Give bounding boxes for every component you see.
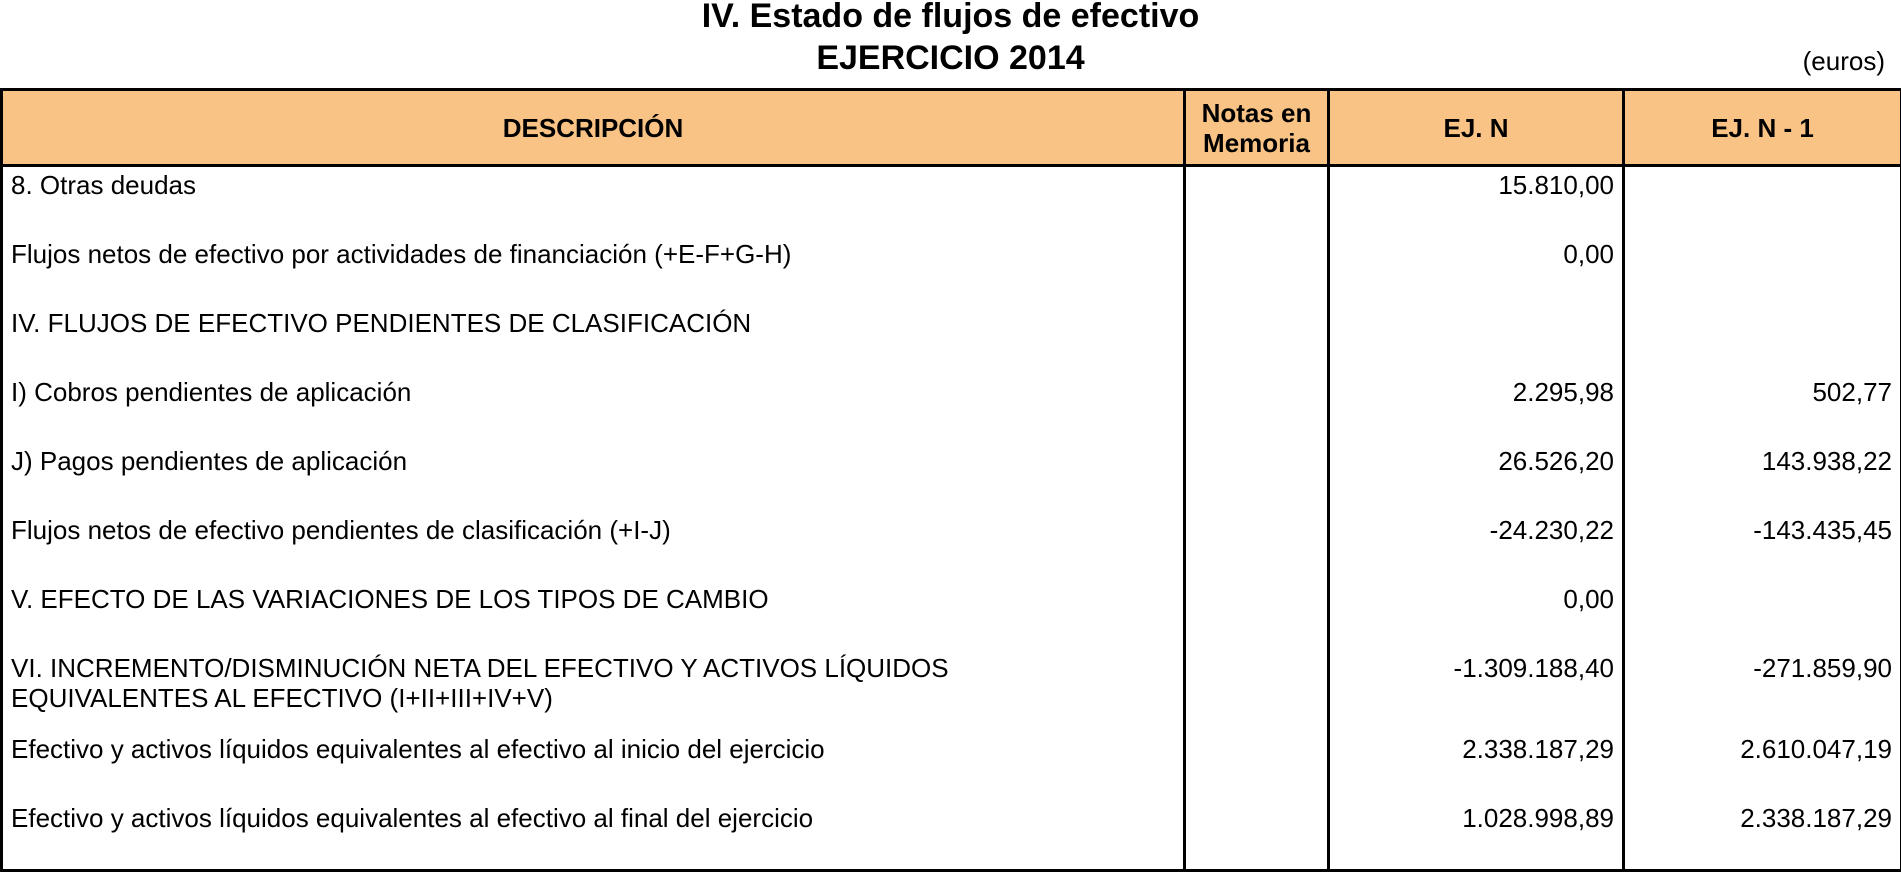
row-notes [1185, 443, 1329, 512]
header-year-n: EJ. N [1329, 90, 1624, 166]
row-value-year-n: 15.810,00 [1329, 166, 1624, 237]
units-label: (euros) [1803, 46, 1885, 76]
row-value-year-n1 [1624, 166, 1901, 237]
row-notes [1185, 650, 1329, 731]
row-notes [1185, 305, 1329, 374]
row-value-year-n: 2.338.187,29 [1329, 731, 1624, 800]
row-description: Efectivo y activos líquidos equivalentes al efectivo al final del ejercicio [2, 800, 1185, 871]
table-row [2, 512, 1901, 581]
row-value-year-n: -24.230,22 [1329, 512, 1624, 581]
row-description: 8. Otras deudas [2, 166, 1185, 237]
row-value-year-n1: 2.338.187,29 [1624, 800, 1901, 871]
row-value-year-n: 1.028.998,89 [1329, 800, 1624, 871]
row-description: Flujos netos de efectivo por actividades de financiación (+E-F+G-H) [2, 236, 1185, 305]
row-value-year-n: 0,00 [1329, 236, 1624, 305]
row-value-year-n1: -143.435,45 [1624, 512, 1901, 581]
row-notes [1185, 800, 1329, 871]
header-description: DESCRIPCIÓN [2, 90, 1185, 166]
header-year-n1: EJ. N - 1 [1624, 90, 1901, 166]
row-value-year-n1: 502,77 [1624, 374, 1901, 443]
header-notes [1185, 90, 1329, 166]
table-row [2, 443, 1901, 512]
row-description: I) Cobros pendientes de aplicación [2, 374, 1185, 443]
row-value-year-n1 [1624, 581, 1901, 650]
row-notes [1185, 731, 1329, 800]
row-value-year-n: -1.309.188,40 [1329, 650, 1624, 731]
row-value-year-n1 [1624, 305, 1901, 374]
table-row [2, 166, 1901, 237]
header-notes-line2: Memoria [1203, 128, 1310, 158]
row-value-year-n [1329, 305, 1624, 374]
row-notes [1185, 581, 1329, 650]
row-value-year-n: 26.526,20 [1329, 443, 1624, 512]
table-row [2, 650, 1901, 731]
row-description [2, 650, 1185, 731]
table-header-row [2, 90, 1901, 166]
row-value-year-n1: -271.859,90 [1624, 650, 1901, 731]
row-description: IV. FLUJOS DE EFECTIVO PENDIENTES DE CLASIFICACIÓN [2, 305, 1185, 374]
table-row [2, 731, 1901, 800]
row-value-year-n1 [1624, 236, 1901, 305]
table-row [2, 800, 1901, 871]
table-row [2, 305, 1901, 374]
row-notes [1185, 374, 1329, 443]
row-description-line1: VI. INCREMENTO/DISMINUCIÓN NETA DEL EFECTIVO Y ACTIVOS LÍQUIDOS [11, 653, 949, 683]
row-description: Flujos netos de efectivo pendientes de clasificación (+I-J) [2, 512, 1185, 581]
report-subtitle: EJERCICIO 2014 [0, 38, 1901, 78]
row-value-year-n1: 143.938,22 [1624, 443, 1901, 512]
row-description: J) Pagos pendientes de aplicación [2, 443, 1185, 512]
row-value-year-n1: 2.610.047,19 [1624, 731, 1901, 800]
row-description-line2: EQUIVALENTES AL EFECTIVO (I+II+III+IV+V) [11, 683, 553, 713]
row-description: Efectivo y activos líquidos equivalentes al efectivo al inicio del ejercicio [2, 731, 1185, 800]
row-value-year-n: 0,00 [1329, 581, 1624, 650]
table-row [2, 374, 1901, 443]
row-notes [1185, 236, 1329, 305]
report-title: IV. Estado de flujos de efectivo [0, 0, 1901, 36]
row-description: V. EFECTO DE LAS VARIACIONES DE LOS TIPOS DE CAMBIO [2, 581, 1185, 650]
table-row [2, 236, 1901, 305]
row-notes [1185, 166, 1329, 237]
header-notes-line1: Notas en [1202, 98, 1312, 128]
row-notes [1185, 512, 1329, 581]
row-value-year-n: 2.295,98 [1329, 374, 1624, 443]
cash-flow-table [0, 88, 1901, 872]
table-row [2, 581, 1901, 650]
